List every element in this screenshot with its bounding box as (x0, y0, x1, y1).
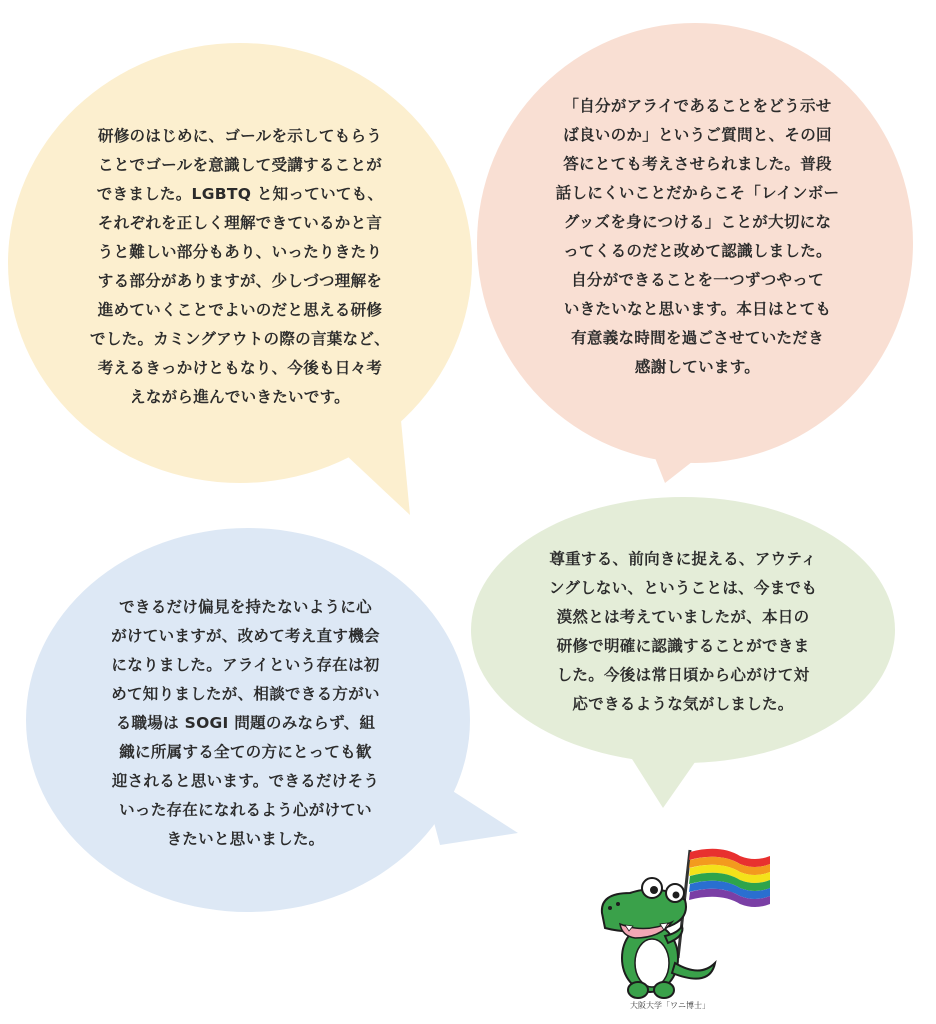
comment-line: グッズを身につける」ことが大切にな (563, 213, 832, 231)
comment-line: 進めていくことでよいのだと思える研修 (97, 301, 383, 319)
comment-line: 応できるような気がしました。 (572, 695, 794, 713)
comment-2-text (525, 92, 870, 382)
comment-line: 自分ができることを一つずつやって (571, 271, 824, 289)
comment-line: 織に所属する全ての方にとっても歓 (119, 743, 372, 761)
comment-line: ってくるのだと改めて認識しました。 (563, 242, 832, 260)
comment-line: それぞれを正しく理解できているかと言 (97, 214, 383, 232)
comment-line: 感謝しています。 (634, 358, 761, 376)
comment-1-text (65, 122, 415, 412)
comment-line: 尊重する、前向きに捉える、アウティ (549, 550, 817, 568)
mascot-caption: 大阪大学「ワニ博士」 (630, 1001, 710, 1010)
comment-line: うと難しい部分もあり、いったりきたり (97, 243, 383, 261)
comment-line: きたいと思いました。 (166, 830, 325, 848)
comment-line: できるだけ偏見を持たないように心 (119, 598, 372, 616)
rainbow-flag-icon (689, 849, 770, 907)
comment-line: 有意義な時間を過ごさせていただき (571, 329, 824, 347)
comment-line: でした。カミングアウトの際の言葉など、 (90, 330, 390, 348)
comment-line: 考えるきっかけともなり、今後も日々考 (97, 359, 383, 377)
comment-line: ば良いのか」というご質問と、その回 (563, 126, 832, 144)
comment-line: 漠然とは考えていましたが、本日の (556, 608, 810, 626)
comment-line: えながら進んでいきたいです。 (130, 388, 350, 406)
comment-line: 「自分がアライであることをどう示せ (563, 97, 832, 115)
comment-line: いきたいなと思います。本日はとても (563, 300, 832, 318)
alligator-mascot-icon (590, 838, 780, 1018)
comment-line: できました。LGBTQ と知っていても、 (96, 185, 384, 203)
comment-line: がけていますが、改めて考え直す機会 (111, 627, 380, 645)
comment-4-text (78, 593, 413, 854)
comment-line: めて知りましたが、相談できる方がい (111, 685, 380, 703)
comment-line: いった存在になれるよう心がけてい (119, 801, 372, 819)
comment-line: 研修で明確に認識することができま (556, 637, 810, 655)
comment-line: 答にとても考えさせられました。普段 (563, 155, 832, 173)
comment-line: する部分がありますが、少しづつ理解を (97, 272, 383, 290)
comment-line: ングしない、ということは、今までも (548, 579, 818, 597)
comment-line: る職場は SOGI 問題のみならず、組 (115, 714, 376, 732)
comment-line: 迎されると思います。できるだけそう (111, 772, 380, 790)
comment-3-text (528, 545, 838, 719)
comment-line: 話しにくいことだからこそ「レインボー (555, 184, 840, 202)
comment-line: ことでゴールを意識して受講することが (97, 156, 383, 174)
comment-line: 研修のはじめに、ゴールを示してもらう (97, 127, 383, 145)
comment-line: になりました。アライという存在は初 (111, 656, 380, 674)
comment-line: した。今後は常日頃から心がけて対 (556, 666, 810, 684)
